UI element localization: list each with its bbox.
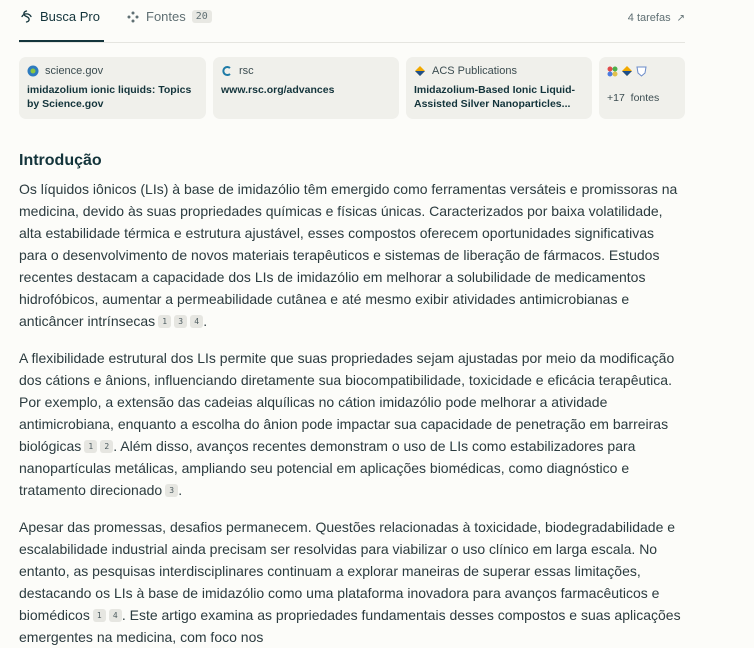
paragraph-text: Apesar das promessas, desafios permanecem. Questões relacionadas à toxicidade, biodegradabilidade e escalabilidade industrial ainda precisam ser resolvidas para viabilizar o uso clínico em larga escala. No entanto, as pesquisas interdisciplinares continuam a explorar maneiras de superar essas limitações, destacando os LIs à base de imidazólio como uma plataforma inovadora para avanços farmacêuticos e biomédicos [19, 519, 676, 623]
period: . [178, 482, 183, 498]
source-title: Imidazolium-Based Ionic Liquid-Assisted Silver Nanoparticles... [414, 84, 576, 110]
paragraph-text: A flexibilidade estrutural dos LIs permite que suas propriedades sejam ajustadas por meio da modificação dos cátions e ânions, influenciando diretamente sua biocompatibilidade, toxicidade e eficácia terapêutica. Por exemplo, a extensão das cadeias alquílicas no cátion imidazólio pode melhorar a atividade antimicrobiana, enquanto a escolha do ânion pode impactar sua capacidade de penetração em barreiras biológicas [19, 350, 675, 454]
source-card[interactable] [406, 57, 592, 119]
tab-bar [19, 0, 685, 43]
citation-badge[interactable]: 1 [158, 315, 171, 328]
more-sources-label [607, 92, 677, 104]
answer-article [19, 152, 685, 648]
tasks-label: 4 tarefas [627, 12, 671, 24]
rsc-favicon-icon [221, 65, 233, 77]
tasks-link[interactable] [628, 12, 685, 24]
paragraph-text: . Além disso, avanços recentes demonstram o uso de LIs como estabilizadores para nanopartículas metálicas, ampliando seu potencial em aplicações biomédicas, como diagnóstico e tratamento direcionado [19, 438, 636, 498]
citation-badge[interactable]: 2 [100, 440, 113, 453]
science-gov-favicon-icon [27, 65, 39, 77]
source-site: ACS Publications [432, 65, 517, 77]
paragraph [19, 516, 685, 648]
citation-badge[interactable]: 3 [174, 315, 187, 328]
paragraph [19, 178, 685, 332]
source-title: www.rsc.org/advances [221, 84, 335, 96]
paragraph-text: Os líquidos iônicos (LIs) à base de imidazólio têm emergido como ferramentas versáteis e promissoras na medicina, devido às suas propriedades químicas e físicas únicas. Caracterizados por baixa volatilidade, alta estabilidade térmica e estrutura ajustável, esses compostos oferecem oportunidades significativas para o desenvolvimento de novos materiais terapêuticos e sistemas de liberação de fármacos. Estudos recentes destacam a capacidade dos LIs de imidazólio em melhorar a solubilidade de medicamentos hidrofóbicos, aumentar a permeabilidade cutânea e até mesmo exibir atividades antimicrobianas e anticâncer intrínsecas [19, 181, 678, 329]
tab-fontes-label: Fontes [146, 9, 186, 24]
period: . [203, 313, 208, 329]
shield-favicon-icon [636, 66, 647, 77]
arrow-up-right-icon: ↗ [676, 12, 685, 24]
source-site: rsc [239, 65, 254, 77]
paragraph-text: . Este artigo examina as propriedades fundamentais desses compostos e suas aplicações emergentes na medicina, com foco nos [19, 607, 681, 645]
more-sources-card[interactable] [599, 57, 685, 119]
more-sources-count: +17 [607, 92, 625, 104]
sources-count-badge: 20 [192, 10, 212, 23]
section-heading: Introdução [19, 152, 102, 169]
more-sources-word: fontes [630, 92, 660, 104]
citation-badge[interactable]: 3 [165, 484, 178, 497]
acs-favicon-icon [414, 65, 426, 77]
source-card[interactable] [19, 57, 206, 119]
sources-icon [125, 9, 140, 24]
source-site: science.gov [45, 65, 104, 77]
paragraph [19, 347, 685, 501]
tab-busca-pro[interactable] [19, 9, 100, 24]
citation-badge[interactable]: 1 [93, 609, 106, 622]
citation-badge[interactable]: 4 [190, 315, 203, 328]
tab-busca-label: Busca Pro [40, 9, 100, 24]
colorful-favicon-icon [607, 66, 618, 77]
citation-badge[interactable]: 1 [84, 440, 97, 453]
source-card[interactable] [213, 57, 399, 119]
active-tab-indicator [19, 40, 104, 42]
tab-fontes[interactable] [125, 9, 212, 24]
citation-badge[interactable]: 4 [109, 609, 122, 622]
acs-favicon-icon [621, 65, 633, 77]
source-title: imidazolium ionic liquids: Topics by Science.gov [27, 84, 192, 110]
pro-search-icon [19, 9, 34, 24]
